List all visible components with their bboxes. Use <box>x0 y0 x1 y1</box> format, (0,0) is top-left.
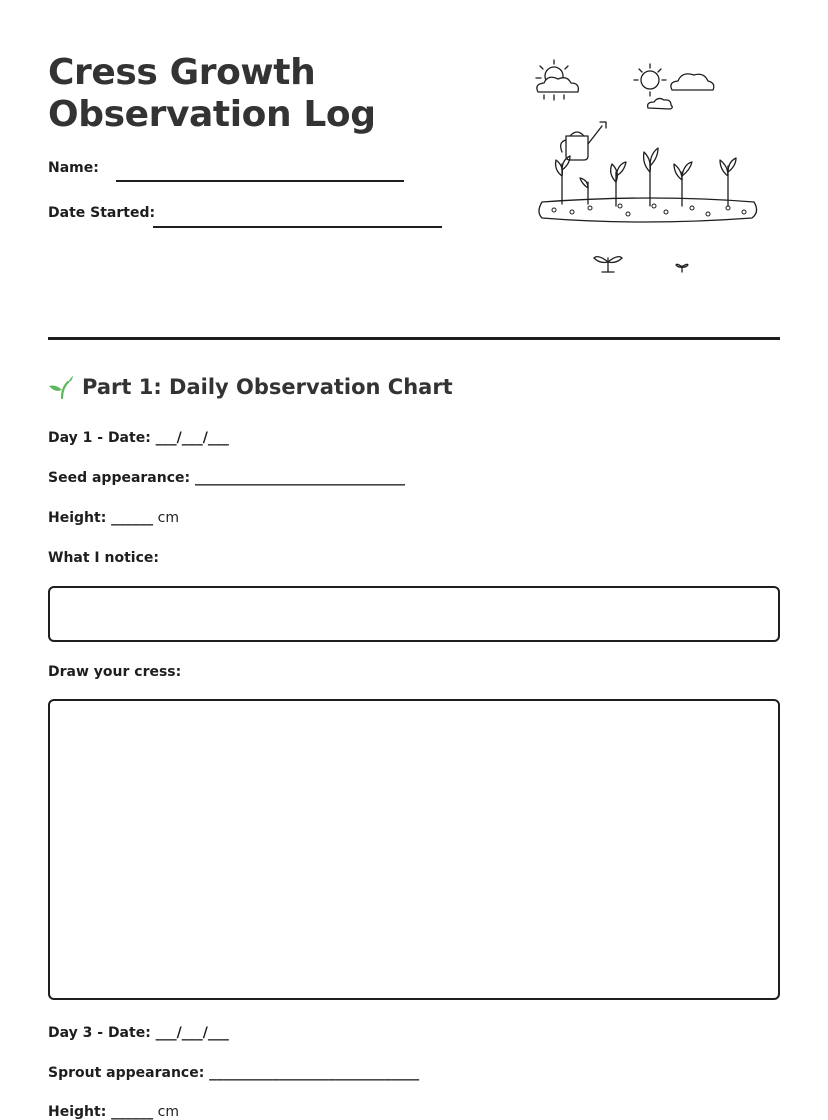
page-title <box>48 52 488 136</box>
watering-can-icon <box>561 122 606 160</box>
day1-drawing-box[interactable] <box>48 699 780 1000</box>
worksheet-page <box>48 0 780 1118</box>
date-started-label: Date Started: <box>48 205 156 221</box>
cress-plant-icon <box>556 148 736 206</box>
sun-cloud-icon <box>634 64 714 96</box>
day3-date: Day 3 - Date: ___/___/___ <box>48 1025 229 1041</box>
section-divider <box>48 337 780 340</box>
day1-seed-appearance: Seed appearance: ______________________________ <box>48 470 405 486</box>
name-label: Name: <box>48 160 99 176</box>
day3-sprout-appearance: Sprout appearance: ______________________________ <box>48 1065 420 1081</box>
day1-date: Day 1 - Date: ___/___/___ <box>48 430 229 446</box>
day1-draw-label: Draw your cress: <box>48 664 182 680</box>
height-unit: cm <box>157 510 179 526</box>
date-started-field[interactable] <box>153 226 442 228</box>
day1-notice-box[interactable] <box>48 586 780 642</box>
day1-notice-label: What I notice: <box>48 550 159 566</box>
sun-cloud-icon <box>536 60 578 100</box>
name-field[interactable] <box>116 180 404 182</box>
title-line-2: Observation Log <box>48 94 376 135</box>
sprout-icon <box>594 257 688 272</box>
seedling-icon <box>48 374 74 400</box>
part1-heading <box>48 374 453 400</box>
part1-title: Part 1: Daily Observation Chart <box>82 375 453 399</box>
day3-height: Height: ______ cm <box>48 1104 179 1120</box>
day1-height: Height: ______ cm <box>48 510 179 526</box>
title-line-1: Cress Growth <box>48 52 316 93</box>
cloud-icon <box>648 98 673 109</box>
height-unit: cm <box>157 1104 179 1120</box>
cress-illustration <box>532 56 764 288</box>
